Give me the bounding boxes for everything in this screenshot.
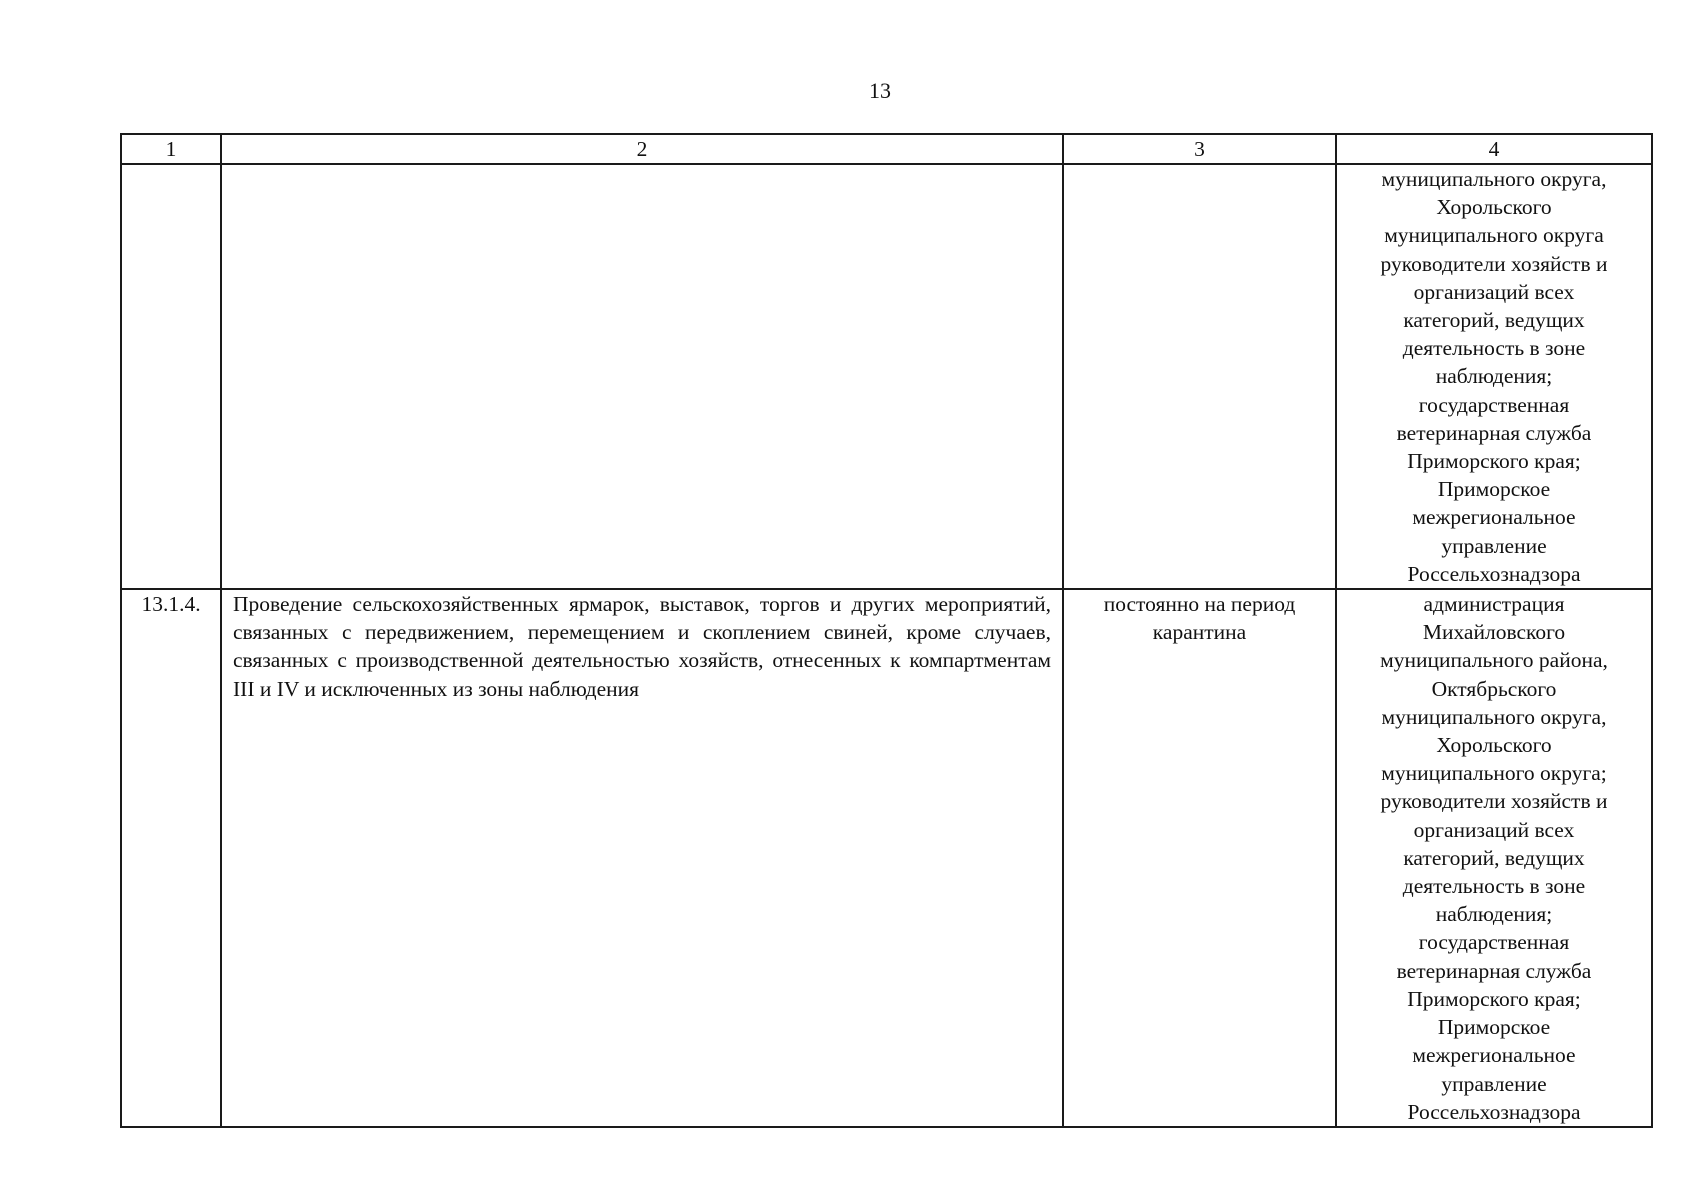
responsible-line: государственная	[1418, 930, 1570, 955]
measures-table	[120, 133, 1653, 1128]
responsible-line: организаций всех	[1413, 279, 1575, 304]
table-row	[121, 164, 1652, 589]
responsible-line: руководители хозяйств и	[1380, 789, 1608, 814]
column-number-4: 4	[1336, 134, 1652, 164]
table-header-row	[121, 134, 1652, 164]
action-cell: Проведение сельскохозяйственных ярмарок, выставок, торгов и других мероприятий, связанных с передвижением, перемещением и скоплением свиней, кроме случаев, связанных с производственной деятельностью хозяйств, отнесенных к компартментам III и IV и исключенных из зоны наблюдения	[221, 589, 1063, 1127]
responsible-line: муниципального округа,	[1381, 167, 1607, 191]
term-line: постоянно на период	[1103, 592, 1296, 617]
responsible-line: руководители хозяйств и	[1380, 251, 1608, 276]
responsible-line: Россельхознадзора	[1407, 1099, 1581, 1124]
responsible-line: наблюдения;	[1435, 902, 1553, 927]
responsible-line: муниципального района,	[1380, 648, 1608, 673]
column-number-2: 2	[221, 134, 1063, 164]
responsible-line: Хорольского	[1436, 195, 1552, 220]
responsible-line: организаций всех	[1413, 817, 1575, 842]
responsible-line: Приморское	[1437, 477, 1551, 502]
responsible-line: муниципального округа	[1384, 223, 1604, 248]
responsible-line: межрегиональное	[1412, 1043, 1576, 1068]
responsible-line: управление	[1441, 1071, 1547, 1096]
item-number-cell: 13.1.4.	[121, 589, 221, 1127]
responsible-line: ветеринарная служба	[1396, 420, 1592, 445]
responsible-line: наблюдения;	[1435, 364, 1553, 389]
responsible-line: Приморского края;	[1407, 986, 1581, 1011]
responsible-line: категорий, ведущих	[1403, 308, 1585, 333]
responsible-cell	[1336, 589, 1652, 1127]
responsible-line: деятельность в зоне	[1402, 874, 1586, 899]
term-line: карантина	[1152, 620, 1247, 645]
responsible-line: муниципального округа;	[1381, 761, 1607, 786]
term-cell	[1063, 589, 1336, 1127]
responsible-line: Приморского края;	[1407, 449, 1581, 474]
responsible-line: Приморское	[1437, 1015, 1551, 1040]
responsible-line: управление	[1441, 533, 1547, 558]
term-cell	[1063, 164, 1336, 589]
page-number: 13	[869, 78, 891, 103]
responsible-line: Михайловского	[1422, 620, 1566, 645]
responsible-line: администрация	[1423, 592, 1565, 617]
responsible-line: Октябрьского	[1431, 676, 1557, 701]
responsible-line: категорий, ведущих	[1403, 845, 1585, 870]
column-number-3: 3	[1063, 134, 1336, 164]
responsible-line: Хорольского	[1436, 733, 1552, 758]
column-number-1: 1	[121, 134, 221, 164]
responsible-cell	[1336, 164, 1652, 589]
responsible-line: ветеринарная служба	[1396, 958, 1592, 983]
responsible-line: муниципального округа,	[1381, 704, 1607, 729]
item-number-cell	[121, 164, 221, 589]
responsible-line: Россельхознадзора	[1407, 561, 1581, 586]
responsible-line: государственная	[1418, 392, 1570, 417]
table-row	[121, 589, 1652, 1127]
responsible-line: деятельность в зоне	[1402, 336, 1586, 361]
action-cell	[221, 164, 1063, 589]
responsible-line: межрегиональное	[1412, 505, 1576, 530]
